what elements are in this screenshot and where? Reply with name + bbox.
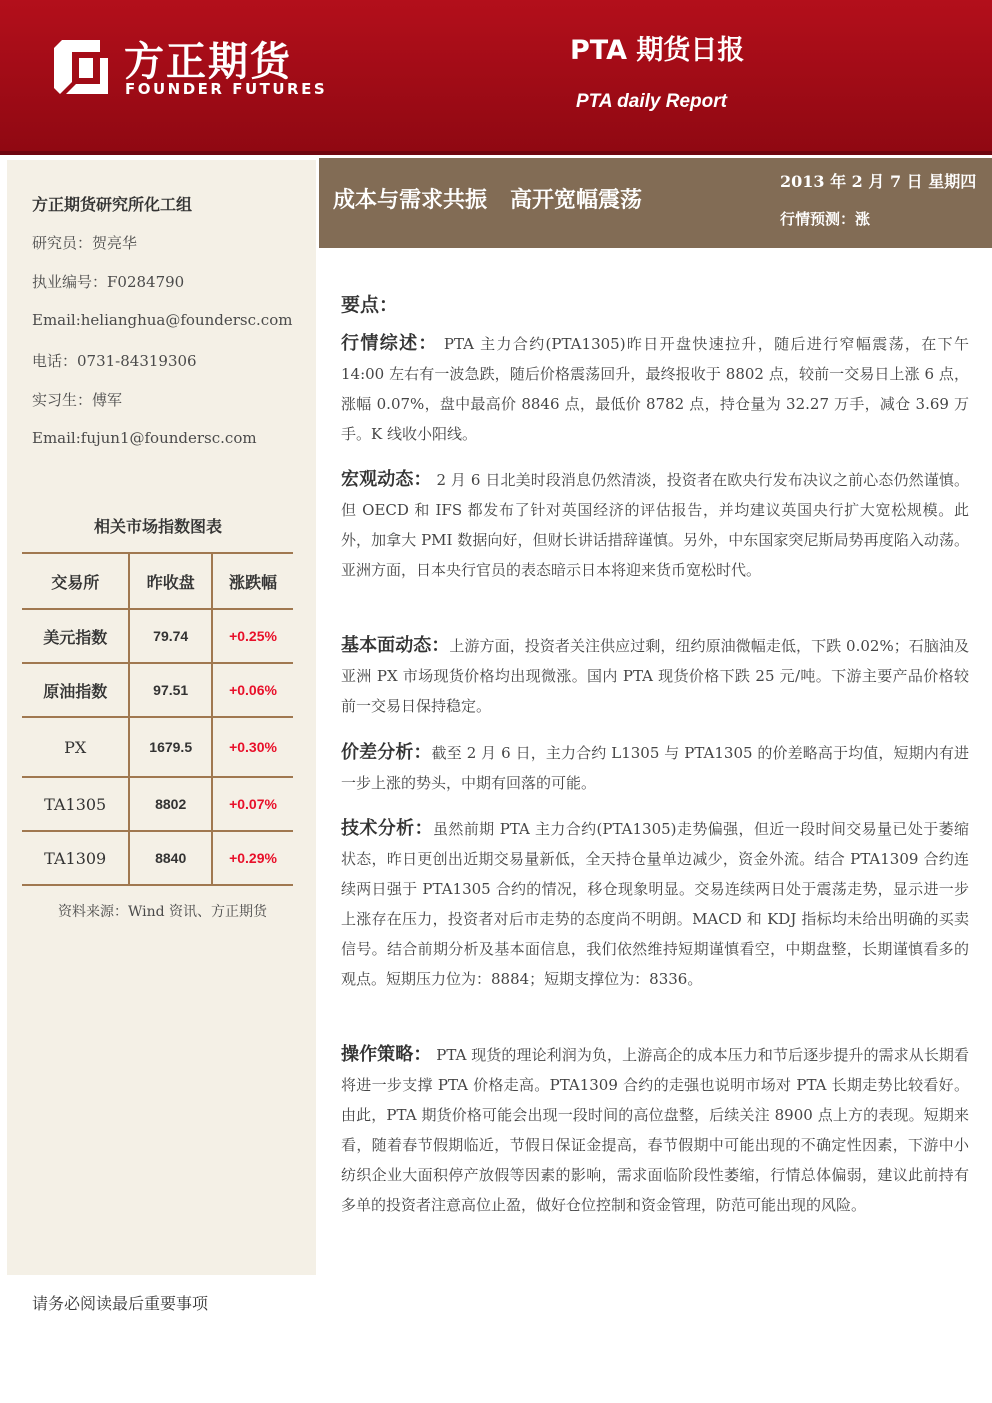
row-close: 8802 (129, 777, 212, 831)
section-text: 2 月 6 日北美时段消息仍然清淡，投资者在欧央行发布决议之前心态仍然谨慎。但 OECD 和 IFS 都发布了针对英国经济的评估报告，并均建议英国央行扩大宽松规模。此外，加拿大 PMI 数据向好，但财长讲话措辞谨慎。另外，中东国家突尼斯局势再度陷入动荡。亚洲方面，日本央行官员的表态暗示日本将迎来货币宽松时代。 (341, 471, 969, 579)
intern-email[interactable]: Email:fujun1@foundersc.com (32, 429, 257, 447)
section-text: 上游方面，投资者关注供应过剩，纽约原油微幅走低，下跌 0.02%；石脑油及亚洲 PX 市场现货价格均出现微涨。国内 PTA 现货价格下跌 25 元/吨。下游主要产品价格较前一交易日保持稳定。 (341, 637, 969, 715)
section-spread (341, 738, 969, 798)
section-text: PTA 主力合约(PTA1305)昨日开盘快速拉升，随后进行窄幅震荡，在下午 14:00 左右有一波急跌，随后价格震荡回升，最终报收于 8802 点，较前一交易日上涨 6 点，涨幅 0.07%，盘中最高价 8846 点，最低价 8782 点，持仓量为 32.27 万手，减仓 3.69 万手。K 线收小阳线。 (341, 335, 970, 443)
section-fundamentals (341, 631, 969, 721)
key-points-heading: 要点： (341, 294, 399, 316)
section-label: 操作策略： (341, 1044, 432, 1065)
market-table-title: 相关市场指数图表 (93, 517, 222, 536)
market-forecast: 行情预测：涨 (780, 210, 871, 228)
disclaimer-note: 请务必阅读最后重要事项 (32, 1294, 209, 1313)
table-row (22, 831, 293, 885)
section-macro (341, 465, 969, 585)
row-name: TA1309 (22, 831, 129, 885)
researcher-email[interactable]: Email:helianghua@foundersc.com (32, 311, 293, 329)
report-title: PTA 期货日报 (570, 35, 745, 66)
section-technical (341, 814, 969, 994)
table-header-row (22, 553, 293, 609)
logo-text-english: FOUNDER FUTURES (125, 80, 328, 98)
table-row (22, 717, 293, 777)
founder-logo-icon (52, 38, 110, 96)
row-close: 8840 (129, 831, 212, 885)
logo-text-chinese: 方正期货 (124, 39, 292, 85)
row-change: +0.06% (212, 663, 293, 717)
intern-name: 实习生：傅军 (32, 391, 123, 409)
table-row (22, 609, 293, 663)
section-text: PTA 现货的理论利润为负，上游高企的成本压力和节后逐步提升的需求从长期看将进一步支撑 PTA 价格走高。PTA1309 合约的走强也说明市场对 PTA 长期走势比较看好。由此，PTA 期货价格可能会出现一段时间的高位盘整，后续关注 8900 点上方的表现。短期来看，随着春节假期临近，节假日保证金提高，春节假期中可能出现的不确定性因素，下游中小纺织企业大面积停产放假等因素的影响，需求面临阶段性萎缩，行情总体偏弱，建议此前持有多单的投资者注意高位止盈，做好仓位控制和资金管理，防范可能出现的风险。 (341, 1046, 970, 1214)
row-close: 97.51 (129, 663, 212, 717)
header-divider (0, 151, 992, 155)
row-name: 美元指数 (22, 609, 129, 663)
license-number: 执业编号：F0284790 (32, 273, 185, 291)
report-subtitle: PTA daily Report (576, 91, 727, 112)
section-label: 基本面动态： (341, 635, 450, 656)
section-market-overview (341, 329, 969, 449)
report-date: 2013 年 2 月 7 日 星期四 (780, 172, 977, 191)
column-header-exchange: 交易所 (22, 553, 129, 609)
table-row (22, 663, 293, 717)
row-change: +0.29% (212, 831, 293, 885)
section-label: 宏观动态： (341, 469, 432, 490)
row-change: +0.25% (212, 609, 293, 663)
row-close: 79.74 (129, 609, 212, 663)
row-name: 原油指数 (22, 663, 129, 717)
phone-number: 电话：0731-84319306 (32, 352, 197, 370)
department-name: 方正期货研究所化工组 (32, 195, 193, 214)
section-strategy (341, 1040, 969, 1220)
researcher-name: 研究员：贺亮华 (32, 234, 138, 252)
column-header-close: 昨收盘 (129, 553, 212, 609)
row-name: TA1305 (22, 777, 129, 831)
section-label: 技术分析： (341, 818, 433, 839)
row-close: 1679.5 (129, 717, 212, 777)
row-change: +0.30% (212, 717, 293, 777)
section-label: 价差分析： (341, 742, 432, 763)
column-header-change: 涨跌幅 (212, 553, 293, 609)
section-label: 行情综述： (341, 333, 438, 354)
table-row (22, 777, 293, 831)
section-text: 虽然前期 PTA 主力合约(PTA1305)走势偏强，但近一段时间交易量已处于萎缩状态，昨日更创出近期交易量新低，全天持仓量单边减少，资金外流。结合 PTA1309 合约连续两日强于 PTA1305 合约的情况，移仓现象明显。交易连续两日处于震荡走势，显示进一步上涨存在压力，投资者对后市走势的态度尚不明朗。MACD 和 KDJ 指标均未给出明确的买卖信号。结合前期分析及基本面信息，我们依然维持短期谨慎看空，中期盘整，长期谨慎看多的观点。短期压力位为：8884；短期支撑位为：8336。 (341, 820, 970, 988)
row-change: +0.07% (212, 777, 293, 831)
row-name: PX (22, 717, 129, 777)
report-headline: 成本与需求共振 高开宽幅震荡 (333, 188, 642, 213)
section-text: 截至 2 月 6 日，主力合约 L1305 与 PTA1305 的价差略高于均值，短期内有进一步上涨的势头，中期有回落的可能。 (341, 744, 970, 792)
market-index-table (22, 552, 293, 886)
data-source-note: 资料来源：Wind 资讯、方正期货 (58, 904, 268, 920)
